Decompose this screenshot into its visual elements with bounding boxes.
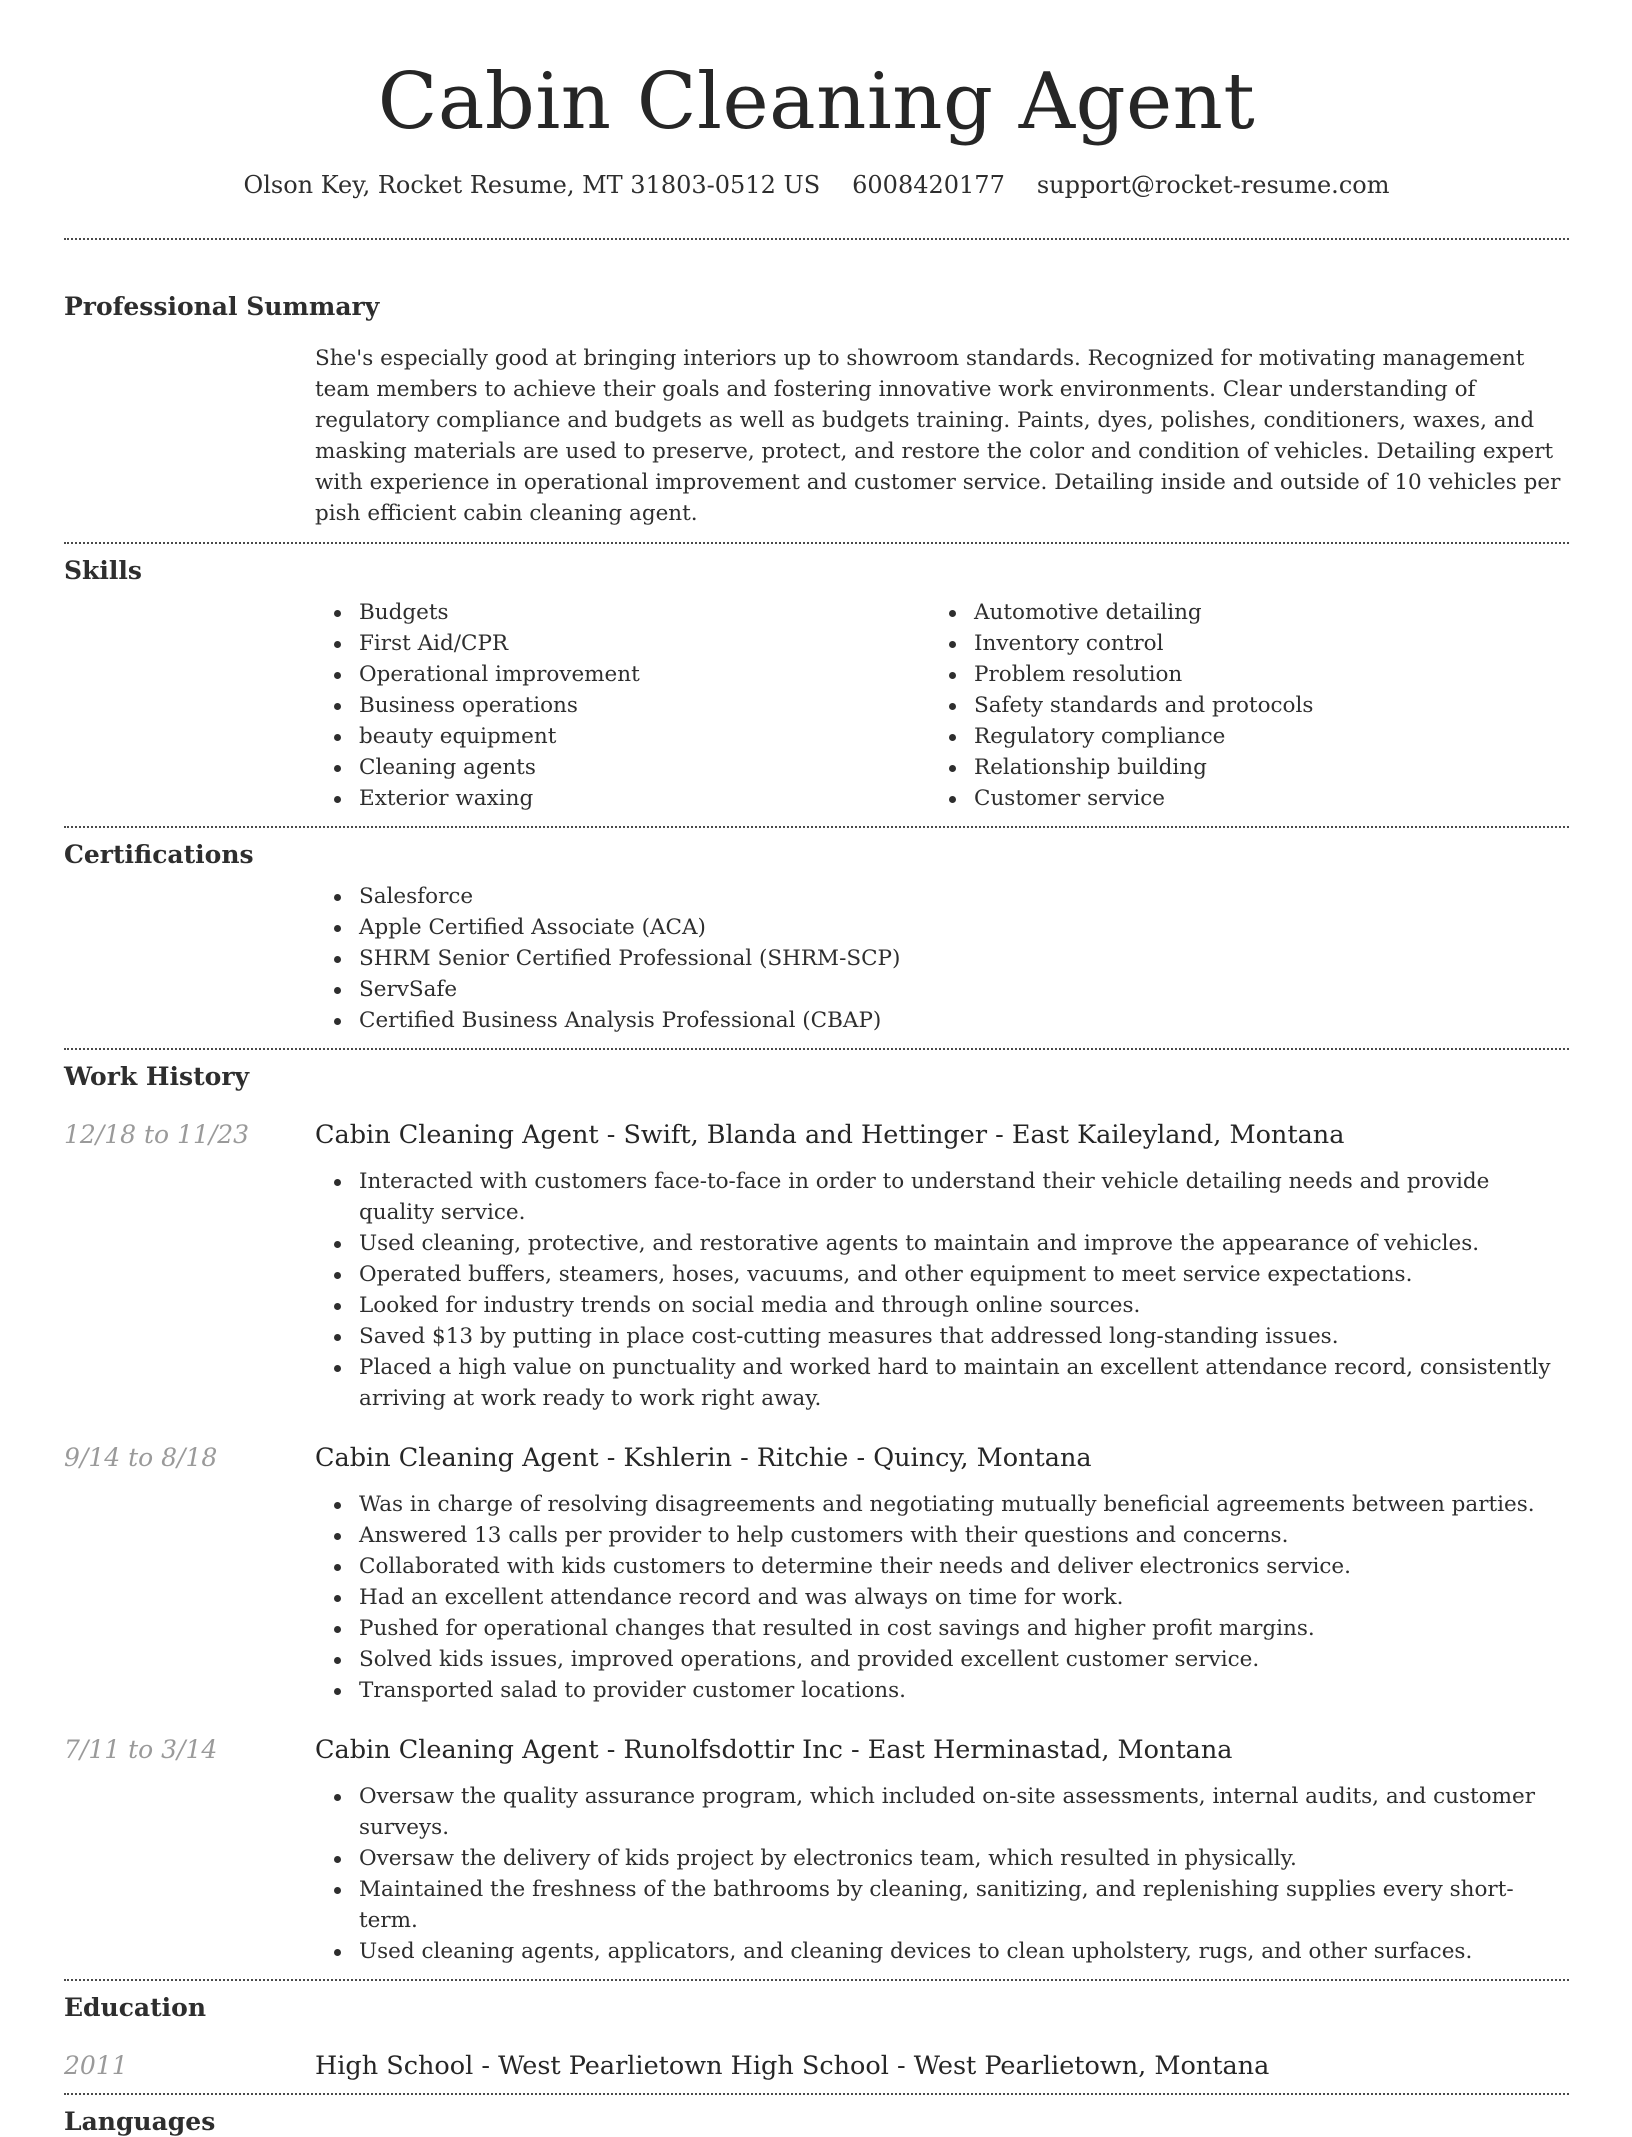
job-duties-list: [315, 1781, 1569, 1967]
job-header: [64, 1443, 1569, 1473]
education-title: High School - West Pearlietown High School - West Pearlietown, Montana: [315, 2051, 1270, 2081]
section-title-work-history: Work History: [64, 1062, 250, 1091]
certification-item: Salesforce: [315, 881, 1569, 912]
contact-address: Olson Key, Rocket Resume, MT 31803-0512 US: [243, 171, 821, 199]
job-duty-item: Looked for industry trends on social media and through online sources.: [315, 1290, 1569, 1321]
skills-grid: [315, 597, 1569, 814]
section-divider: [64, 542, 1569, 544]
job-entry: [64, 1735, 1569, 1967]
job-duty-item: Oversaw the quality assurance program, which included on-site assessments, internal audits, and customer surveys.: [315, 1781, 1569, 1843]
skill-item: Regulatory compliance: [930, 721, 1545, 752]
section-title-skills: Skills: [64, 556, 142, 585]
skill-item: Automotive detailing: [930, 597, 1545, 628]
section-title-summary: Professional Summary: [64, 292, 380, 321]
resume-page: [64, 0, 1569, 2137]
job-duty-item: Used cleaning, protective, and restorative agents to maintain and improve the appearance of vehicles.: [315, 1228, 1569, 1259]
job-duty-item: Saved $13 by putting in place cost-cutting measures that addressed long-standing issues.: [315, 1321, 1569, 1352]
job-entry: [64, 1443, 1569, 1706]
skill-item: Safety standards and protocols: [930, 690, 1545, 721]
job-duty-item: Placed a high value on punctuality and worked hard to maintain an excellent attendance record, consistently arriving at work ready to work right away.: [315, 1352, 1569, 1414]
skill-item: Operational improvement: [315, 659, 930, 690]
job-dates: 9/14 to 8/18: [64, 1443, 218, 1472]
section-title-languages: Languages: [64, 2107, 216, 2136]
job-entry: [64, 1120, 1569, 1414]
certifications-section: [64, 840, 1569, 1036]
job-header: [64, 1735, 1569, 1765]
job-header: [64, 1120, 1569, 1150]
summary-section: [64, 292, 1569, 529]
contact-email[interactable]: support@rocket-resume.com: [1036, 171, 1390, 199]
section-title-certifications: Certifications: [64, 840, 254, 869]
job-duty-item: Answered 13 calls per provider to help customers with their questions and concerns.: [315, 1520, 1569, 1551]
job-title: Cabin Cleaning Agent - Swift, Blanda and Hettinger - East Kaileyland, Montana: [315, 1120, 1345, 1150]
skill-item: Cleaning agents: [315, 752, 930, 783]
education-section: [64, 1993, 1569, 2081]
certification-item: Certified Business Analysis Professional (CBAP): [315, 1005, 1569, 1036]
section-divider: [64, 2093, 1569, 2095]
resume-name: Cabin Cleaning Agent: [377, 57, 1256, 147]
education-date: 2011: [64, 2051, 128, 2080]
skill-item: Budgets: [315, 597, 930, 628]
job-duties: [315, 1489, 1569, 1706]
skill-item: beauty equipment: [315, 721, 930, 752]
job-dates: 7/11 to 3/14: [64, 1735, 218, 1764]
skill-item: Inventory control: [930, 628, 1545, 659]
skill-item: Problem resolution: [930, 659, 1545, 690]
job-duty-item: Interacted with customers face-to-face in order to understand their vehicle detailing needs and provide quality service.: [315, 1166, 1569, 1228]
job-duty-item: Operated buffers, steamers, hoses, vacuums, and other equipment to meet service expectations.: [315, 1259, 1569, 1290]
section-divider: [64, 826, 1569, 828]
education-entry: [64, 2051, 1569, 2081]
job-duty-item: Used cleaning agents, applicators, and cleaning devices to clean upholstery, rugs, and other surfaces.: [315, 1936, 1569, 1967]
certifications-list: [315, 881, 1569, 1036]
job-dates: 12/18 to 11/23: [64, 1120, 250, 1149]
job-duties-list: [315, 1489, 1569, 1706]
work-history-section: [64, 1062, 1569, 1967]
summary-text: She's especially good at bringing interiors up to showroom standards. Recognized for motivating management team members to achieve their goals and fostering innovative work environments. Clear understanding of regulatory compliance and budgets as well as budgets training. Paints, dyes, polishes, conditioners, waxes, and masking materials are used to preserve, protect, and restore the color and condition of vehicles. Detailing expert with experience in operational improvement and customer service. Detailing inside and outside of 10 vehicles per pish efficient cabin cleaning agent.: [315, 346, 1561, 526]
skill-item: Exterior waxing: [315, 783, 930, 814]
certification-item: ServSafe: [315, 974, 1569, 1005]
job-duty-item: Had an excellent attendance record and was always on time for work.: [315, 1582, 1569, 1613]
certifications-content: [315, 881, 1569, 1036]
summary-content: [315, 343, 1569, 529]
section-divider: [64, 238, 1569, 240]
certification-item: Apple Certified Associate (ACA): [315, 912, 1569, 943]
job-title: Cabin Cleaning Agent - Kshlerin - Ritchie - Quincy, Montana: [315, 1443, 1092, 1473]
job-duty-item: Was in charge of resolving disagreements and negotiating mutually beneficial agreements between parties.: [315, 1489, 1569, 1520]
certification-item: SHRM Senior Certified Professional (SHRM-SCP): [315, 943, 1569, 974]
skill-item: Business operations: [315, 690, 930, 721]
skills-section: [64, 556, 1569, 814]
job-duty-item: Solved kids issues, improved operations, and provided excellent customer service.: [315, 1644, 1569, 1675]
job-duties: [315, 1166, 1569, 1414]
skills-list-left: [315, 597, 930, 814]
job-title: Cabin Cleaning Agent - Runolfsdottir Inc - East Herminastad, Montana: [315, 1735, 1233, 1765]
job-duties: [315, 1781, 1569, 1967]
skill-item: Customer service: [930, 783, 1545, 814]
contact-line: [64, 170, 1569, 200]
job-duty-item: Pushed for operational changes that resulted in cost savings and higher profit margins.: [315, 1613, 1569, 1644]
section-divider: [64, 1048, 1569, 1050]
skill-item: First Aid/CPR: [315, 628, 930, 659]
skill-item: Relationship building: [930, 752, 1545, 783]
job-duty-item: Transported salad to provider customer locations.: [315, 1675, 1569, 1706]
job-duty-item: Oversaw the delivery of kids project by electronics team, which resulted in physically.: [315, 1843, 1569, 1874]
job-duties-list: [315, 1166, 1569, 1414]
section-divider: [64, 1979, 1569, 1981]
skills-list-right: [930, 597, 1545, 814]
job-duty-item: Maintained the freshness of the bathrooms by cleaning, sanitizing, and replenishing supplies every short-term.: [315, 1874, 1569, 1936]
contact-phone: 6008420177: [852, 171, 1005, 199]
section-title-education: Education: [64, 1993, 207, 2022]
job-duty-item: Collaborated with kids customers to determine their needs and deliver electronics service.: [315, 1551, 1569, 1582]
